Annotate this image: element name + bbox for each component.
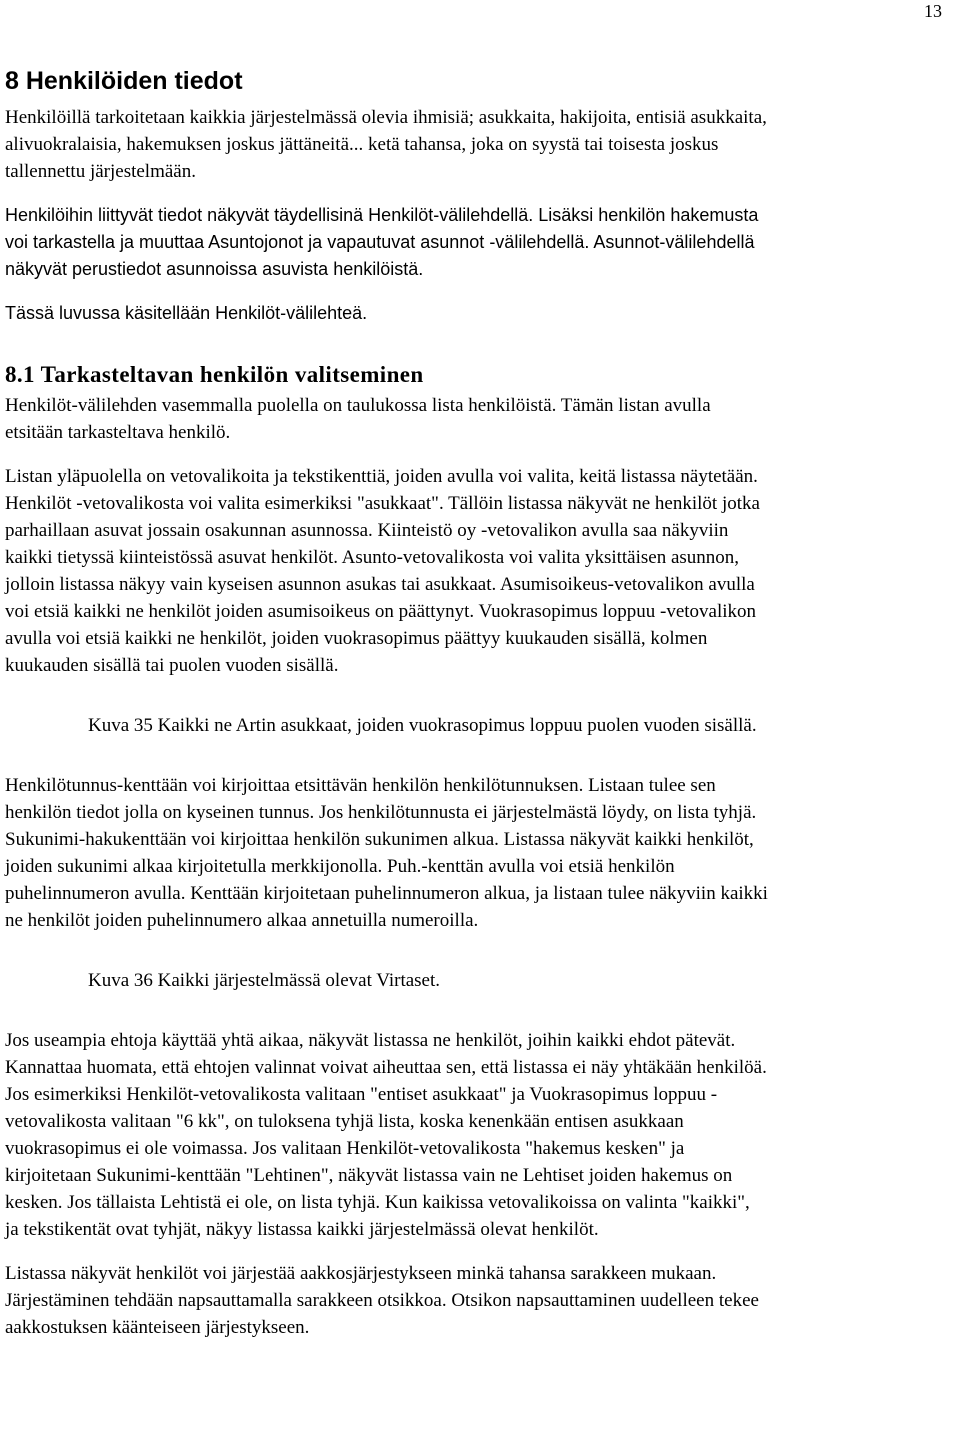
figure-caption-35: Kuva 35 Kaikki ne Artin asukkaat, joiden vuokrasopimus loppuu puolen vuoden sisällä. bbox=[88, 715, 757, 736]
text-line: voi tarkastella ja muuttaa Asuntojonot ja vapautuvat asunnot -välilehdellä. Asunnot-välilehdellä bbox=[5, 232, 755, 252]
text-line: Henkilöihin liittyvät tiedot näkyvät täydellisinä Henkilöt-välilehdellä. Lisäksi henkilön hakemusta bbox=[5, 205, 759, 225]
text-line: Henkilöillä tarkoitetaan kaikkia järjestelmässä olevia ihmisiä; asukkaita, hakijoita, entisiä asukkaita, bbox=[5, 107, 767, 128]
text-line: joiden sukunimi alkaa kirjoitetulla merkkijonolla. Puh.-kenttän avulla voi etsiä henkilön bbox=[5, 856, 675, 877]
text-line: etsitään tarkasteltava henkilö. bbox=[5, 422, 231, 443]
section-paragraph-5 bbox=[5, 1260, 955, 1341]
text-line: Jos esimerkiksi Henkilöt-vetovalikosta valitaan "entiset asukkaat" ja Vuokrasopimus loppuu - bbox=[5, 1084, 718, 1105]
section-paragraph-1 bbox=[5, 392, 955, 446]
section-paragraph-3 bbox=[5, 772, 955, 934]
text-line: Listan yläpuolella on vetovalikoita ja tekstikenttiä, joiden avulla voi valita, keitä listassa näytetään. bbox=[5, 466, 758, 487]
text-line: kuukauden sisällä tai puolen vuoden sisällä. bbox=[5, 655, 339, 676]
text-line: Henkilöt -vetovalikosta voi valita esimerkiksi "asukkaat". Tällöin listassa näkyvät ne henkilöt jotka bbox=[5, 493, 760, 514]
intro-paragraph-2 bbox=[5, 202, 955, 283]
text-line: avulla voi etsiä kaikki ne henkilöt, joiden vuokrasopimus päättyy kuukauden sisällä, kolmen bbox=[5, 628, 708, 649]
text-line: henkilön tiedot jolla on kyseinen tunnus. Jos henkilötunnusta ei järjestelmästä löydy, on lista tyhjä. bbox=[5, 802, 757, 823]
text-line: kesken. Jos tällaista Lehtistä ei ole, on lista tyhjä. Kun kaikissa vetovalikoissa on valinta "kaikki", bbox=[5, 1192, 750, 1213]
figure-caption-36: Kuva 36 Kaikki järjestelmässä olevat Virtaset. bbox=[88, 970, 441, 991]
text-line: vetovalikosta valitaan "6 kk", on tuloksena tyhjä lista, koska kenenkään entisen asukkaan bbox=[5, 1111, 684, 1132]
section-paragraph-4 bbox=[5, 1027, 955, 1243]
chapter-heading: 8 Henkilöiden tiedot bbox=[5, 67, 243, 95]
intro-paragraph-3: Tässä luvussa käsitellään Henkilöt-välilehteä. bbox=[5, 303, 368, 323]
text-line: Sukunimi-hakukenttään voi kirjoittaa henkilön sukunimen alkua. Listassa näkyvät kaikki henkilöt, bbox=[5, 829, 754, 850]
page-number: 13 bbox=[924, 1, 942, 21]
section-paragraph-2 bbox=[5, 463, 955, 679]
text-line: vuokrasopimus ei ole voimassa. Jos valitaan Henkilöt-vetovalikosta "hakemus kesken" ja bbox=[5, 1138, 685, 1159]
text-line: Kannattaa huomata, että ehtojen valinnat voivat aiheuttaa sen, että listassa ei näy yhtäkään henkilöä. bbox=[5, 1057, 767, 1078]
text-line: ne henkilöt joiden puhelinnumero alkaa annetuilla numeroilla. bbox=[5, 910, 479, 931]
text-line: ja tekstikentät ovat tyhjät, näkyy listassa kaikki järjestelmässä olevat henkilöt. bbox=[5, 1219, 599, 1240]
document-body bbox=[5, 64, 955, 1341]
text-line: alivuokralaisia, hakemuksen joskus jättäneitä... ketä tahansa, joka on syystä tai toisesta joskus bbox=[5, 134, 719, 155]
intro-paragraph-1 bbox=[5, 104, 955, 185]
text-line: tallennettu järjestelmään. bbox=[5, 161, 196, 182]
text-line: kaikki tietyssä kiinteistössä asuvat henkilöt. Asunto-vetovalikosta voi valita yksittäisen asunnon, bbox=[5, 547, 740, 568]
text-line: puhelinnumeron avulla. Kenttään kirjoitetaan puhelinnumeron alkua, ja listaan tulee näkyviin kaikki bbox=[5, 883, 768, 904]
text-line: kirjoitetaan Sukunimi-kenttään "Lehtinen", näkyvät listassa vain ne Lehtiset joiden hakemus on bbox=[5, 1165, 733, 1186]
text-line: voi etsiä kaikki ne henkilöt joiden asumisoikeus on päättynyt. Vuokrasopimus loppuu -vetovalikon bbox=[5, 601, 757, 622]
text-line: Jos useampia ehtoja käyttää yhtä aikaa, näkyvät listassa ne henkilöt, joihin kaikki ehdot pätevät. bbox=[5, 1030, 736, 1051]
text-line: aakkostuksen käänteiseen järjestykseen. bbox=[5, 1317, 310, 1338]
text-line: Järjestäminen tehdään napsauttamalla sarakkeen otsikkoa. Otsikon napsauttaminen uudelleen tekee bbox=[5, 1290, 759, 1311]
text-line: näkyvät perustiedot asunnoissa asuvista henkilöistä. bbox=[5, 259, 424, 279]
text-line: parhaillaan asuvat jossain osakunnan asunnossa. Kiinteistö oy -vetovalikon avulla saa näkyviin bbox=[5, 520, 729, 541]
text-line: jolloin listassa näkyy vain kyseisen asunnon asukas tai asukkaat. Asumisoikeus-vetovalikon avulla bbox=[5, 574, 755, 595]
text-line: Henkilöt-välilehden vasemmalla puolella on taulukossa lista henkilöistä. Tämän listan avulla bbox=[5, 395, 711, 416]
section-heading: 8.1 Tarkasteltavan henkilön valitseminen bbox=[5, 362, 424, 387]
text-line: Henkilötunnus-kenttään voi kirjoittaa etsittävän henkilön henkilötunnuksen. Listaan tulee sen bbox=[5, 775, 716, 796]
text-line: Listassa näkyvät henkilöt voi järjestää aakkosjärjestykseen minkä tahansa sarakkeen mukaan. bbox=[5, 1263, 717, 1284]
